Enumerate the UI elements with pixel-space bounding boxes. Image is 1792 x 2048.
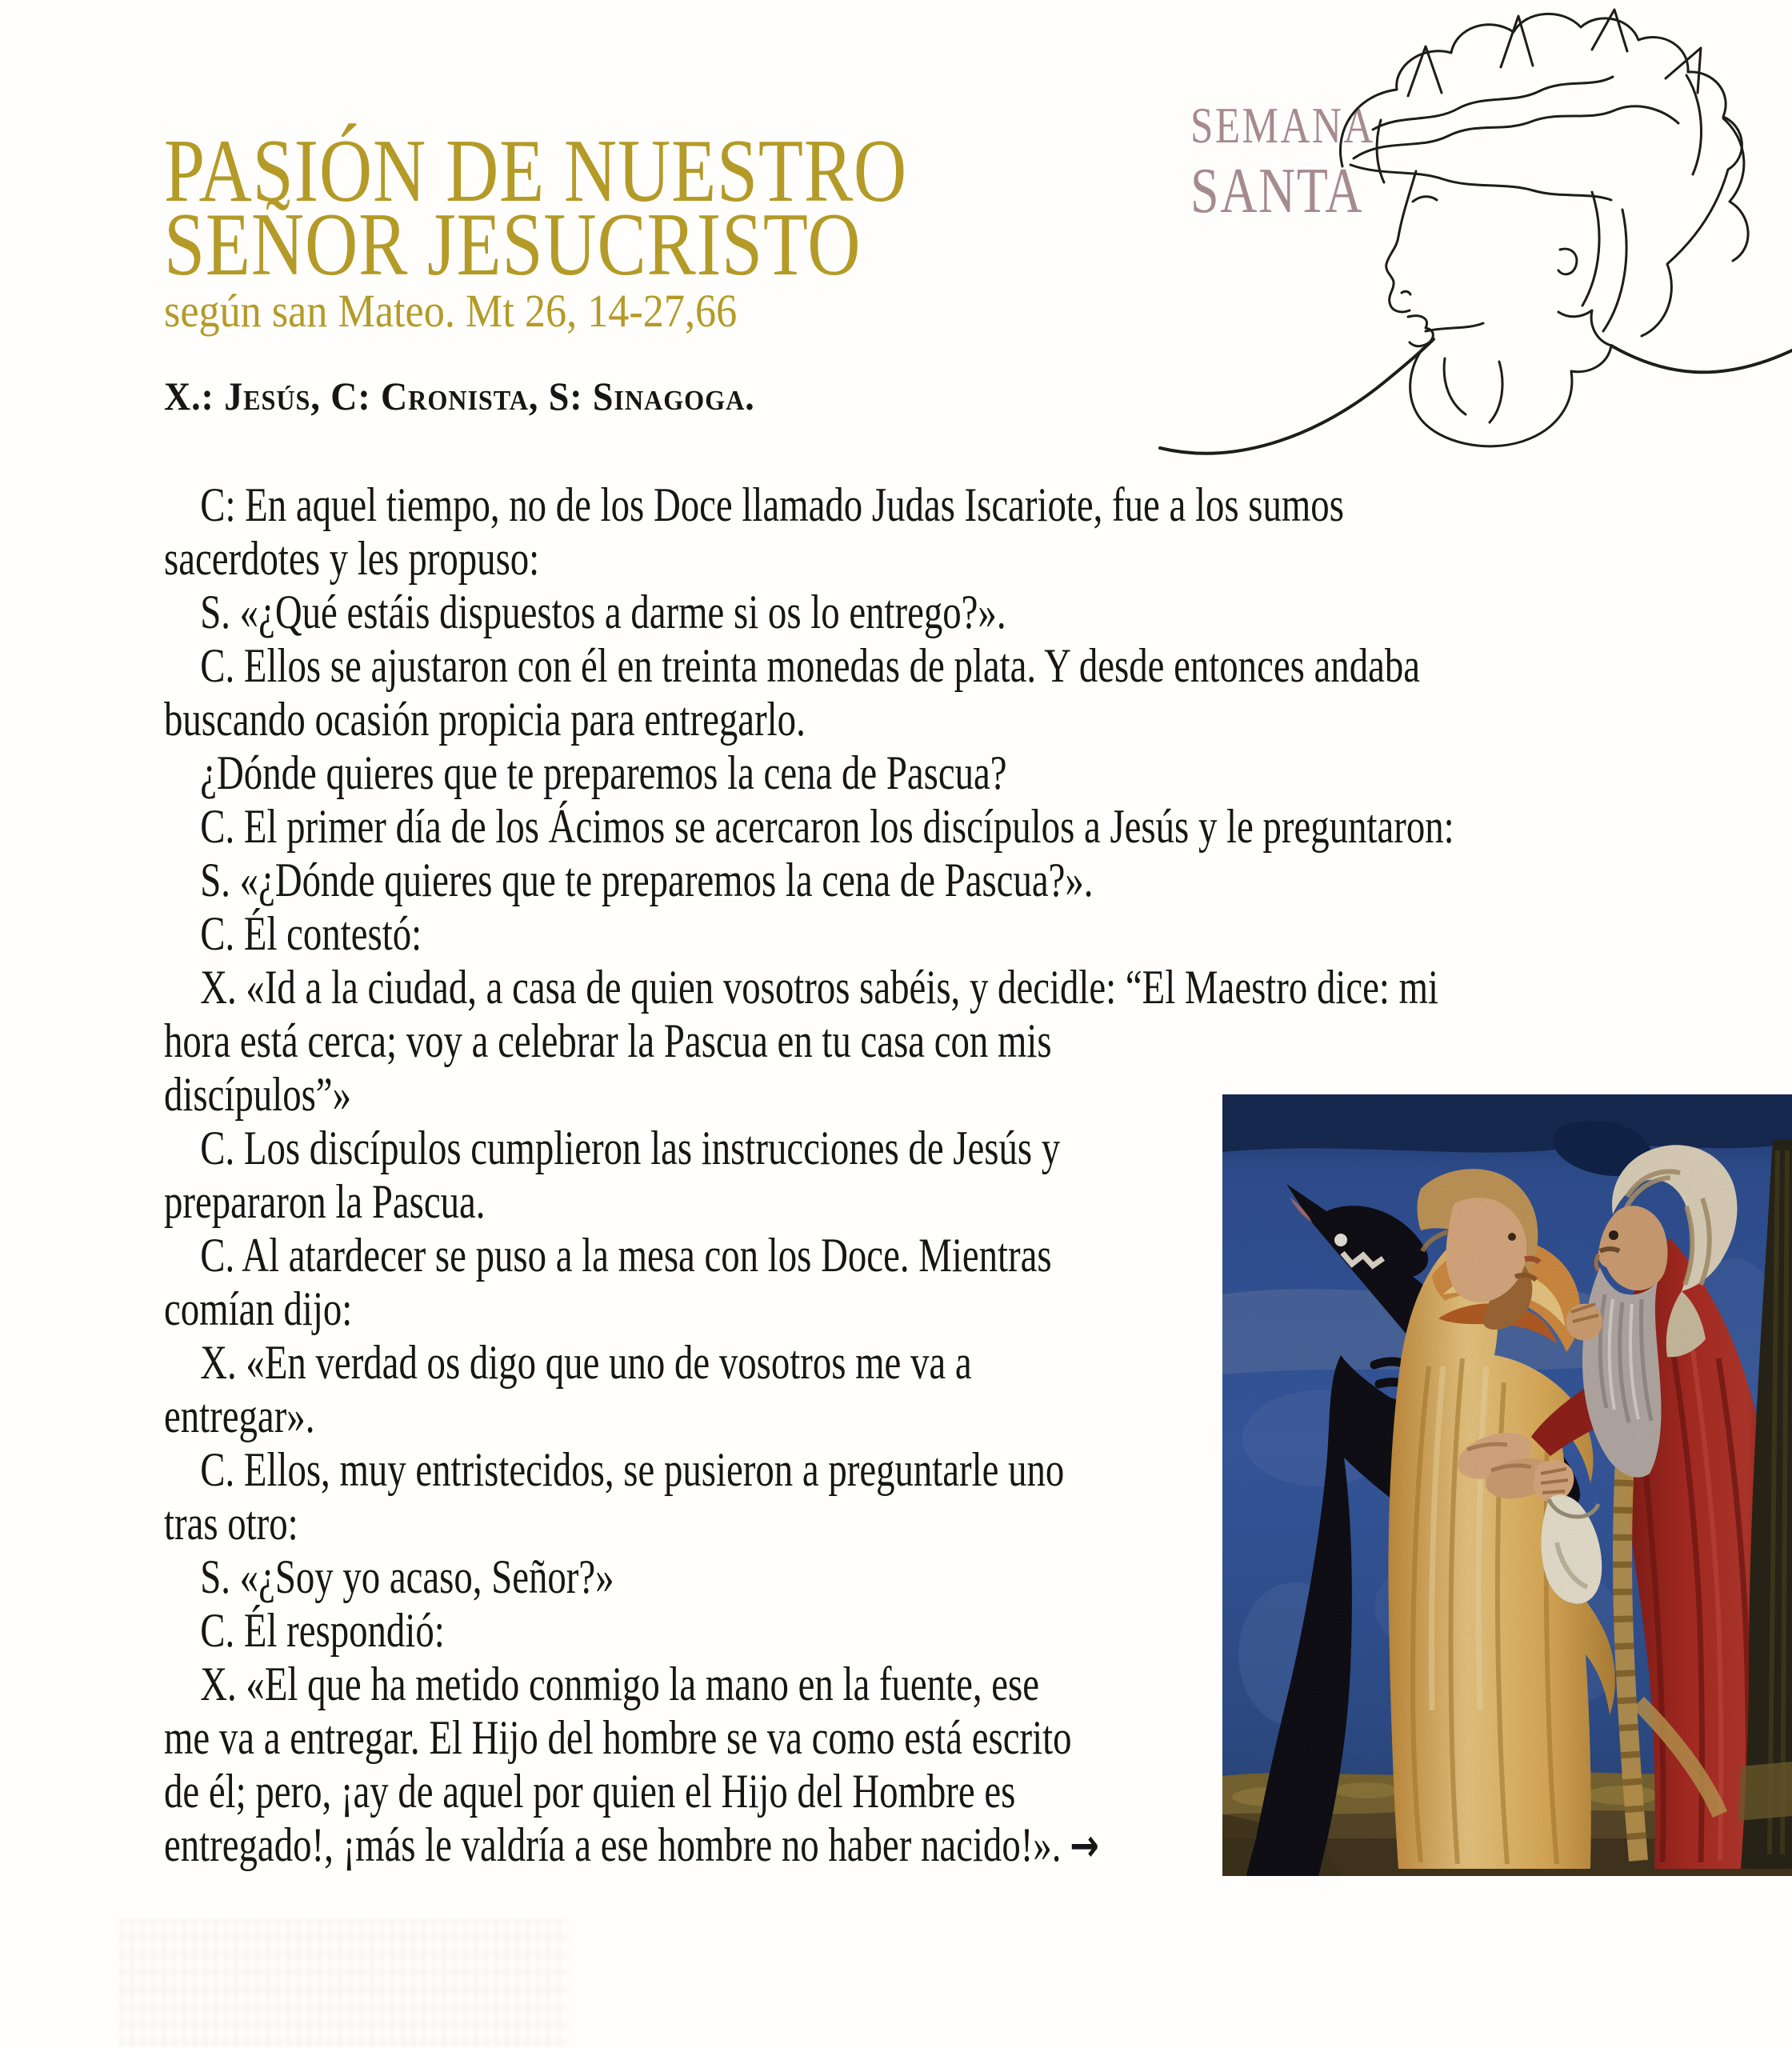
- reading-line: S. «¿Qué estáis dispuestos a darme si os lo entrego?».: [200, 586, 1006, 638]
- reading-line: X. «En verdad os digo que uno de vosotros me va a: [200, 1336, 972, 1389]
- reading-line: discípulos”»: [164, 1068, 351, 1121]
- reading-line: ¿Dónde quieres que te preparemos la cena de Pascua?: [200, 746, 1007, 799]
- reading-line: tras otro:: [164, 1497, 298, 1550]
- reading-line: C. El primer día de los Ácimos se acercaron los discípulos a Jesús y le preguntaron:: [200, 800, 1454, 853]
- page-title: [164, 122, 1070, 337]
- bleed-through-artifact: [120, 1918, 568, 2046]
- reading-line: X. «El que ha metido conmigo la mano en la fuente, ese: [200, 1658, 1040, 1710]
- reading-paragraph: [164, 854, 1792, 907]
- reading-line: C. Ellos se ajustaron con él en treinta monedas de plata. Y desde entonces andaba: [200, 639, 1421, 692]
- reading-line: entregar».: [164, 1390, 315, 1442]
- reading-paragraph: [164, 800, 1792, 854]
- title-line-2: SEÑOR JESUCRISTO: [164, 195, 862, 294]
- reading-line: sacerdotes y les propuso:: [164, 532, 540, 585]
- reading-line: C: En aquel tiempo, no de los Doce llamado Judas Iscariote, fue a los sumos: [200, 478, 1344, 531]
- reading-line: entregado!, ¡más le valdría a ese hombre no haber nacido!». →: [164, 1818, 1099, 1872]
- logo-word-santa: SANTA: [1190, 156, 1364, 226]
- reading-line: hora está cerca; voy a celebrar la Pascua en tu casa con mis: [164, 1014, 1052, 1067]
- reading-line: C. Los discípulos cumplieron las instrucciones de Jesús y: [200, 1122, 1061, 1174]
- reading-line: C. Ellos, muy entristecidos, se pusieron a preguntarle uno: [200, 1443, 1065, 1496]
- reading-line: S. «¿Dónde quieres que te preparemos la cena de Pascua?».: [200, 854, 1094, 906]
- reading-line: C. Él contestó:: [200, 907, 422, 960]
- reading-paragraph: [164, 746, 1792, 800]
- continuation-arrow-icon: →: [1070, 1820, 1099, 1872]
- reading-paragraph: [164, 586, 1792, 639]
- reading-line: comían dijo:: [164, 1282, 353, 1335]
- reading-line: C. Él respondió:: [200, 1604, 445, 1657]
- christ-face-line-art-icon: [1144, 0, 1792, 504]
- reading-line: me va a entregar. El Hijo del hombre se va como está escrito: [164, 1711, 1072, 1764]
- painting-judas-payment-fresco: [1222, 1094, 1792, 1876]
- reading-line: C. Al atardecer se puso a la mesa con los Doce. Mientras: [200, 1229, 1052, 1282]
- cast-line: X.: Jesús, C: Cronista, S: Sinagoga.: [164, 374, 755, 418]
- reading-paragraph: [164, 478, 1792, 586]
- reading-line: buscando ocasión propicia para entregarlo.: [164, 693, 806, 746]
- reading-paragraph: [164, 907, 1792, 961]
- reading-line: X. «Id a la ciudad, a casa de quien vosotros sabéis, y decidle: “El Maestro dice: mi: [200, 961, 1439, 1014]
- reading-line: de él; pero, ¡ay de aquel por quien el Hijo del Hombre es: [164, 1765, 1016, 1818]
- reading-line: S. «¿Soy yo acaso, Señor?»: [200, 1550, 614, 1603]
- reading-paragraph: [164, 639, 1792, 746]
- reading-line: prepararon la Pascua.: [164, 1175, 486, 1228]
- title-line-1: PASIÓN DE NUESTRO: [164, 122, 908, 221]
- title-subtitle: según san Mateo. Mt 26, 14-27,66: [164, 285, 738, 337]
- logo-word-semana: SEMANA: [1190, 97, 1375, 154]
